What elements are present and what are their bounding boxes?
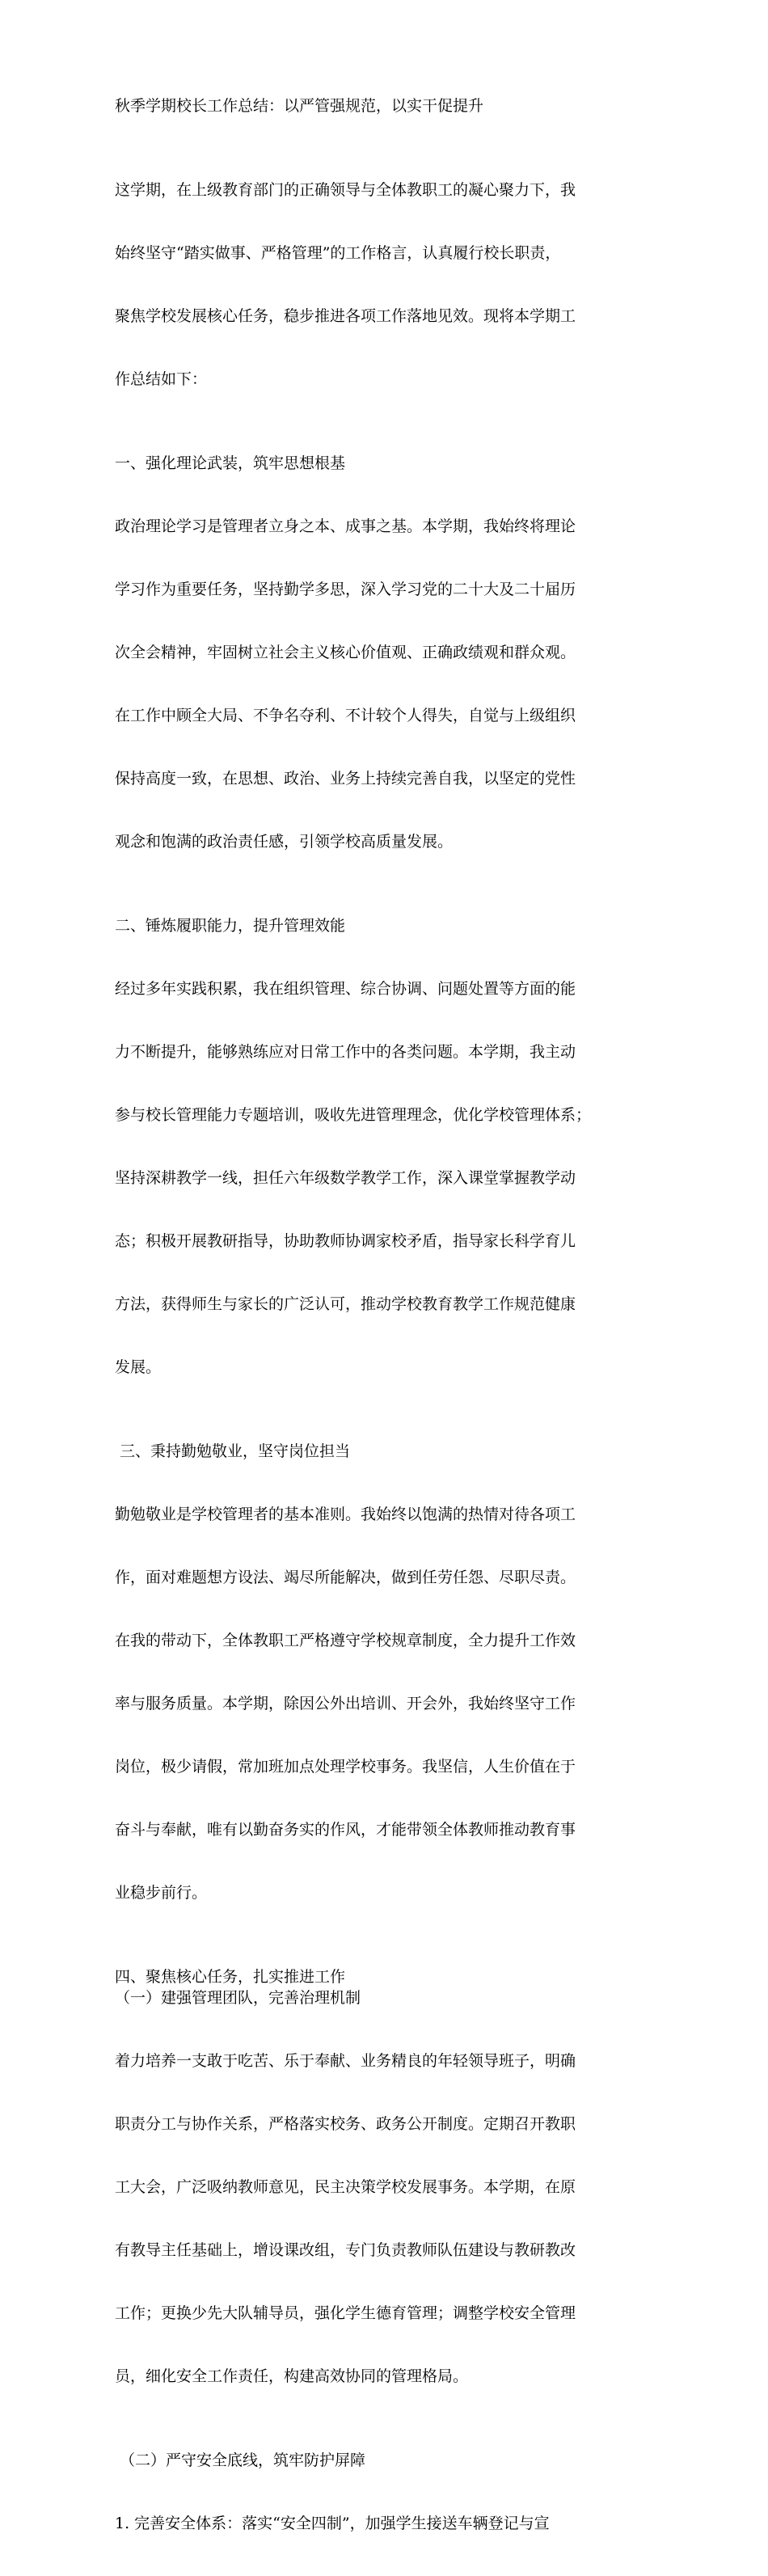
- section-paragraph: [115, 2008, 665, 2429]
- spacer: [115, 432, 665, 453]
- text-line: 聚焦学校发展核心任务，稳步推进各项工作落地见效。现将本学期工: [115, 307, 576, 325]
- text-line: 观念和饱满的政治责任感，引领学校高质量发展。: [115, 833, 454, 851]
- section-paragraph: [115, 936, 665, 1420]
- spacer: [115, 2429, 665, 2450]
- spacer: [115, 894, 665, 915]
- text-line: 勤勉敬业是学校管理者的基本准则。我始终以饱满的热情对待各项工: [115, 1505, 576, 1523]
- text-line: 着力培养一支敢于吃苦、乐于奉献、业务精良的年轻领导班子，明确: [115, 2052, 576, 2070]
- text-line: 坚持深耕教学一线，担任六年级数学教学工作，深入课堂掌握教学动: [115, 1169, 576, 1187]
- text-line: 经过多年实践积累，我在组织管理、综合协调、问题处置等方面的能: [115, 980, 576, 998]
- text-line: 政治理论学习是管理者立身之本、成事之基。本学期，我始终将理论: [115, 517, 576, 535]
- section-heading: 三、秉持勤勉敬业，坚守岗位担当: [115, 1442, 351, 1460]
- text-line: 率与服务质量。本学期，除因公外出培训、开会外，我始终坚守工作: [115, 1695, 576, 1712]
- text-line: 保持高度一致，在思想、政治、业务上持续完善自我，以坚定的党性: [115, 770, 576, 788]
- text-line: 发展。: [115, 1358, 162, 1376]
- text-line: 次全会精神，牢固树立社会主义核心价值观、正确政绩观和群众观。: [115, 644, 576, 661]
- text-line: 奋斗与奉献，唯有以勤奋务实的作风，才能带领全体教师推动教育事: [115, 1821, 576, 1839]
- subsection-heading: （一）建强管理团队，完善治理机制: [115, 1989, 361, 2007]
- text-line: 1. 完善安全体系：落实“安全四制”，加强学生接送车辆登记与宣: [115, 2515, 550, 2532]
- section-paragraph: [115, 474, 665, 894]
- text-line: 这学期，在上级教育部门的正确领导与全体教职工的凝心聚力下，我: [115, 181, 576, 199]
- text-line: 员，细化安全工作责任，构建高效协同的管理格局。: [115, 2367, 469, 2385]
- spacer: [115, 1945, 665, 1966]
- subsection-heading: （二）严守安全底线，筑牢防护屏障: [115, 2451, 366, 2469]
- section-paragraph: [115, 1462, 665, 1945]
- document-title: 秋季学期校长工作总结：以严管强规范，以实干促提升: [115, 97, 484, 115]
- text-line: 作，面对难题想方设法、竭尽所能解决，做到任劳任怨、尽职尽责。: [115, 1569, 576, 1586]
- text-line: 业稳步前行。: [115, 1884, 208, 1902]
- section-paragraph: [115, 2471, 665, 2576]
- intro-paragraph: [115, 137, 665, 432]
- text-line: 职责分工与协作关系，严格落实校务、政务公开制度。定期召开教职: [115, 2115, 576, 2133]
- spacer: [115, 1420, 665, 1441]
- text-line: 参与校长管理能力专题培训，吸收先进管理理念，优化学校管理体系；: [115, 1106, 592, 1124]
- section-heading: 二、锤炼履职能力，提升管理效能: [115, 917, 346, 935]
- section-heading: 四、聚焦核心任务，扎实推进工作: [115, 1968, 346, 1986]
- text-line: 岗位，极少请假，常加班加点处理学校事务。我坚信，人生价值在于: [115, 1758, 576, 1776]
- text-line: 在工作中顾全大局、不争名夺利、不计较个人得失，自觉与上级组织: [115, 707, 576, 724]
- text-line: 在我的带动下，全体教职工严格遵守学校规章制度，全力提升工作效: [115, 1632, 576, 1649]
- text-line: 力不断提升，能够熟练应对日常工作中的各类问题。本学期，我主动: [115, 1043, 576, 1061]
- text-line: 学习作为重要任务，坚持勤学多思，深入学习党的二十大及二十届历: [115, 581, 576, 598]
- text-line: 始终坚守“踏实做事、严格管理”的工作格言，认真履行校长职责，: [115, 244, 561, 262]
- spacer: [115, 116, 665, 137]
- text-line: 作总结如下：: [115, 370, 208, 388]
- text-line: 方法，获得师生与家长的广泛认可，推动学校教育教学工作规范健康: [115, 1295, 576, 1313]
- text-line: 工大会，广泛吸纳教师意见，民主决策学校发展事务。本学期，在原: [115, 2178, 576, 2196]
- section-heading: 一、强化理论武装，筑牢思想根基: [115, 454, 346, 472]
- text-line: 态；积极开展教研指导，协助教师协调家校矛盾，指导家长科学育儿: [115, 1232, 576, 1250]
- text-line: 工作；更换少先大队辅导员，强化学生德育管理；调整学校安全管理: [115, 2304, 576, 2322]
- text-line: 有教导主任基础上，增设课改组，专门负责教师队伍建设与教研教改: [115, 2241, 576, 2259]
- document-page: [115, 95, 665, 2576]
